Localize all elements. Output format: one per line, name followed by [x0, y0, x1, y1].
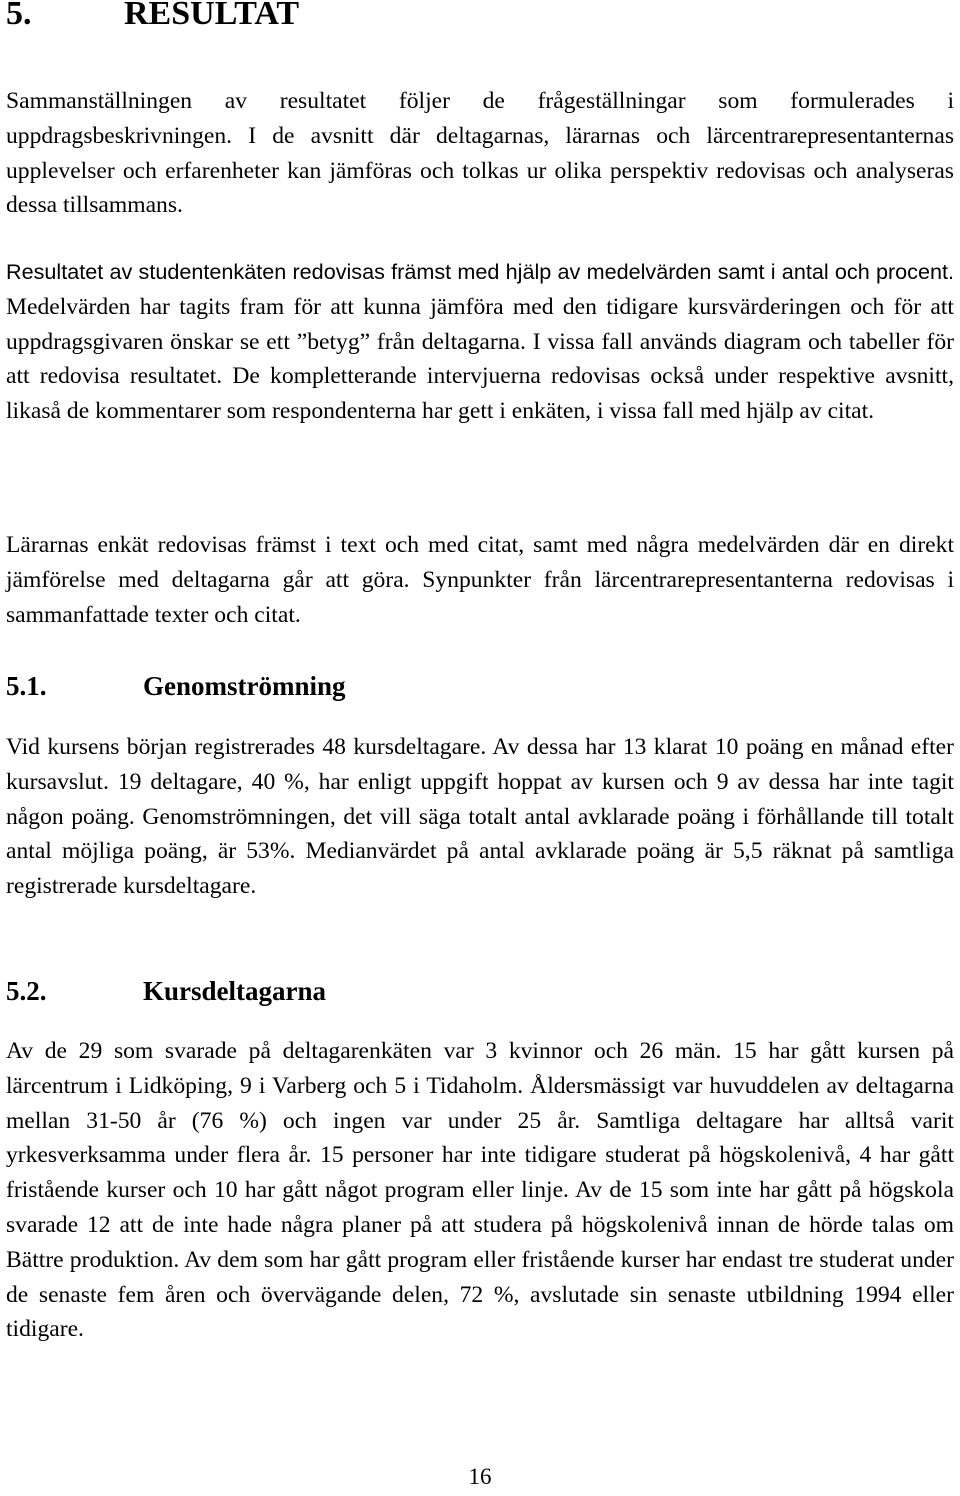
- section-heading-kursdeltagarna: [6, 974, 326, 1008]
- chapter-title: RESULTAT: [124, 0, 300, 32]
- genomstromning-paragraph: Vid kursens början registrerades 48 kursdeltagare. Av dessa har 13 klarat 10 poäng en månad efter kursavslut. 19 deltagare, 40 %, har enligt uppgift hoppat av kursen och 9 av dessa har inte tagit någon poäng. Genomströmningen, det vill säga totalt antal avklarade poäng i förhållande till totalt antal möjliga poäng, är 53%. Medianvärdet på antal avklarade poäng är 5,5 räknat på samtliga registrerade kursdeltagare.: [6, 734, 954, 900]
- teachers-paragraph: Lärarnas enkät redovisas främst i text och med citat, samt med några medelvärden där en direkt jämförelse med deltagarna går att göra. Synpunkter från lärcentrarepresentanterna redovisas i sammanfattade texter och citat.: [6, 532, 954, 628]
- page-number: 16: [468, 1464, 492, 1489]
- chapter-heading: [6, 0, 299, 34]
- kursdeltagarna-paragraph: Av de 29 som svarade på deltagarenkäten var 3 kvinnor och 26 män. 15 har gått kursen på lärcentrum i Lidköping, 9 i Varberg och 5 i Tidaholm. Åldersmässigt var huvuddelen av deltagarna mellan 31-50 år (76 %) och ingen var under 25 år. Samtliga deltagare har alltså varit yrkesverksamma under flera år. 15 personer har inte tidigare studerat på högskolenivå, 4 har gått fristående kurser och 10 har gått något program eller linje. Av de 15 som inte har gått på högskola svarade 12 att de inte hade några planer på att studera på högskolenivå innan de hörde talas om Bättre produktion. Av dem som har gått program eller fristående kurser har endast tre studerat under de senaste fem åren och övervägande delen, 72 %, avslutade sin senaste utbildning 1994 eller tidigare.: [6, 1038, 954, 1343]
- intro-paragraph: Sammanställningen av resultatet följer de frågeställningar som formulerades i uppdragsbeskrivningen. I de avsnitt där deltagarnas, lärarnas och lärcentrarepresentanternas upplevelser och erfarenheter kan jämföras och tolkas ur olika perspektiv redovisas och analyseras dessa tillsammans.: [6, 88, 954, 219]
- section-number: 5.1.: [6, 671, 47, 701]
- method-paragraph-rest: Medelvärden har tagits fram för att kunna jämföra med den tidigare kursvärderingen och för att uppdragsgivaren önskar se ett ”betyg” från deltagarna. I vissa fall används diagram och tabeller för att redovisa resultatet. De kompletterande intervjuerna redovisas också under respektive avsnitt, likaså de kommentarer som respondenterna har gett i enkäten, i vissa fall med hjälp av citat.: [6, 293, 954, 425]
- method-paragraph-sans-lead: Resultatet av studentenkäten redovisas främst med hjälp av medelvärden samt i antal och procent.: [6, 259, 954, 284]
- chapter-number: 5.: [6, 0, 32, 32]
- section-title: Genomströmning: [143, 671, 346, 701]
- section-number: 5.2.: [6, 976, 47, 1006]
- section-title: Kursdeltagarna: [143, 976, 327, 1006]
- method-paragraph: [6, 255, 954, 429]
- document-page: [6, 0, 954, 1496]
- section-heading-genomstromning: [6, 669, 346, 703]
